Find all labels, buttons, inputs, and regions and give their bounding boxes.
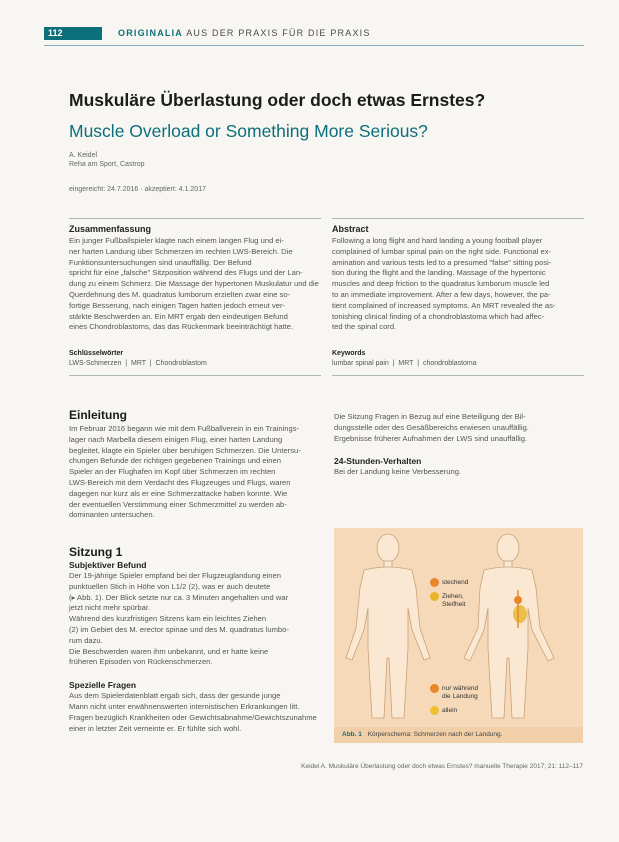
keyword: LWS-Schmerzen — [69, 360, 122, 367]
figure-caption — [334, 727, 583, 743]
keywords-list: lumbar spinal pain | MRT | chondroblastoma — [332, 360, 477, 367]
text-line: jetzt nicht mehr spürbar. — [69, 603, 151, 613]
body-front — [346, 534, 430, 718]
abstract-text — [332, 236, 584, 333]
legend-label: Ziehen, Steifheit — [442, 593, 466, 608]
text-line: Querdehnung des M. quadratus lumborum erzielten zwar eine so- — [69, 289, 291, 299]
text-line: dungsstelle oder des Gesäßbereichs erwiesen unauffällig. — [334, 422, 529, 432]
text-line: Aus dem Spielerdatenblatt ergab sich, dass der gesunde junge — [69, 691, 281, 701]
text-line: to an immediate improvement. After a few days, however, the pa- — [332, 289, 551, 299]
text-line: einer in letzter Zeit verneinte er. Er fühlte sich wohl. — [69, 723, 242, 733]
keywords-de — [69, 350, 321, 367]
page-number: 112 — [44, 27, 102, 40]
separator — [332, 218, 584, 219]
sitzung-text — [69, 571, 321, 668]
text-line: fortige Besserung, nach einigen Tagen hatten jedoch erneut ver- — [69, 300, 286, 310]
zusammenfassung-heading: Zusammenfassung — [69, 224, 152, 234]
keyword: MRT — [398, 360, 414, 367]
text-line: dung zu einem Schmerz. Die Massage der hypertonen Muskulatur und die — [69, 279, 319, 289]
text-line: Im Februar 2016 begann wie mit dem Fußballverein in ein Trainings- — [69, 424, 300, 433]
separator — [69, 218, 321, 219]
keywords-heading: Schlüsselwörter — [69, 350, 124, 357]
text-line: tonishing clinical finding of a chondroblastoma which had affec- — [332, 311, 545, 321]
keyword: MRT — [131, 360, 146, 367]
text-line: ner harten Landung über Schmerzen im rechten LWS-Bereich. Die — [69, 246, 293, 256]
right-intro — [334, 412, 584, 478]
text-line: Die Sitzung Fragen in Bezug auf eine Beteiligung der Bil- — [334, 412, 526, 421]
title-english: Muscle Overload or Something More Serious? — [69, 121, 428, 141]
keyword: lumbar spinal pain — [332, 360, 389, 367]
text-line: complained of lumbar spinal pain on the right side. Functional ex- — [332, 246, 552, 256]
text-line: Ein junger Fußballspieler klagte nach einem langen Flug und ei- — [69, 236, 284, 245]
text-line: dagegen nur kurz als er eine Schmerzattacke haben konnte. Wie — [69, 488, 288, 498]
text-line: amination and various tests led to a presumed "false" sitting posi- — [332, 257, 552, 267]
text-line: begleitet, klagte ein Spieler über beruhigen Schmerzen. Die Untersu- — [69, 445, 301, 455]
einleitung-heading: Einleitung — [69, 408, 127, 422]
text-line: Funktionsuntersuchungen sind unauffällig. Der Befund — [69, 257, 252, 267]
sitzung-heading: Sitzung 1 — [69, 545, 123, 559]
legend-dot — [430, 684, 439, 693]
text-line: tion during the flight and the landing. Massage of the hypertonic — [332, 268, 546, 278]
legend-dot — [430, 578, 439, 587]
legend-dot — [430, 592, 439, 601]
text-line: Following a long flight and hard landing a young football player — [332, 236, 543, 245]
text-24h: Bei der Landung keine Verbesserung. — [334, 467, 462, 477]
title-german: Muskuläre Überlastung oder doch etwas Ernstes? — [69, 90, 486, 110]
legend-label: nur während die Landung — [442, 685, 479, 700]
author: A. Keidel — [69, 152, 98, 159]
sitzung-section — [69, 545, 321, 734]
einleitung-text — [69, 424, 321, 521]
separator — [332, 375, 584, 376]
abstract-block — [332, 224, 584, 333]
spezielle-text — [69, 691, 321, 734]
figure-caption-text: Körperschema: Schmerzen nach der Landung. — [367, 731, 503, 738]
figure-caption-label: Abb. 1 — [342, 731, 362, 738]
text-line: (2) im Gebiet des M. erector spinae und des M. quadratus lumbo- — [69, 624, 289, 634]
text-line: chungen Befunde der richtigen gegebenen Trainings und einen — [69, 456, 281, 466]
footer-citation: Keidel A. Muskuläre Überlastung oder doch etwas Ernstes? manuelle Therapie 2017; 21: 112–117 — [301, 763, 583, 770]
text-line: der eventuellen Verstimmung einer Schmerzmittel zu werden ab- — [69, 499, 287, 509]
text-line: lager nach Marbella diesem einigen Flug, einer harten Landung — [69, 434, 283, 444]
text-line: früheren Episoden von Rückenschmerzen. — [69, 657, 213, 667]
text-line: rum dazu. — [69, 635, 103, 645]
keywords-heading: Keywords — [332, 350, 366, 357]
keywords-list: LWS-Schmerzen | MRT | Chondroblastom — [69, 360, 207, 367]
pain-area-marker — [513, 605, 527, 623]
running-category: ORIGINALIA — [118, 28, 183, 38]
einleitung-section — [69, 408, 321, 521]
spezielle-heading: Spezielle Fragen — [69, 680, 137, 691]
text-line: Der 19-jährige Spieler empfand bei der Flugzeuglandung einen — [69, 571, 281, 580]
legend-label: allein — [442, 707, 458, 714]
abstract-heading: Abstract — [332, 224, 369, 234]
text-line: dominanten untersuchen. — [69, 510, 155, 520]
text-line: eines Chondroblastoms, das das Rückenmark beeinträchtigt hatte. — [69, 322, 294, 332]
text-line: stärkte Beschwerden an. Ein MRT ergab den eindeutigen Befund — [69, 311, 288, 321]
text-line: Fragen bezüglich Krankheiten oder Gewichtsabnahme/Gewichtszunahme — [69, 712, 317, 722]
legend-dot — [430, 706, 439, 715]
text-line: LWS-Bereich mit dem Verdacht des Flugzeuges und Flugs, waren — [69, 477, 291, 487]
text-line: Die Beschwerden waren ihm unbekannt, und er hatte keine — [69, 646, 269, 656]
keywords-en — [332, 350, 584, 367]
zusammenfassung-text — [69, 236, 321, 333]
subjektiv-heading: Subjektiver Befund — [69, 560, 147, 570]
text-line: Mann nicht unter erwähnenswerten internistischen Erkrankungen litt. — [69, 701, 300, 711]
text-line: tient complained of increased symptoms. An MRT revealed the as- — [332, 300, 556, 310]
text-line: ted the spinal cord. — [332, 322, 397, 332]
text-line: spricht für eine „falsche" Sitzposition während des Flugs und der Lan- — [69, 268, 303, 278]
text-line: Ergebnisse früherer Aufnahmen der LWS sind unauffällig. — [334, 433, 528, 443]
text-line: Während des kurzfristigen Sitzens kam ein leichtes Ziehen — [69, 614, 267, 624]
legend-label: stechend — [442, 579, 469, 586]
zusammenfassung-block — [69, 224, 321, 333]
text-line: muscles and deep friction to the quadratus lumborum muscle led — [332, 279, 550, 289]
text-line: Spieler an der Flughafen im Kopf über Schmerzen im rechten — [69, 467, 276, 477]
right-intro-text — [334, 412, 584, 444]
running-section: AUS DER PRAXIS FÜR DIE PRAXIS — [186, 28, 371, 38]
text-line: punktuellen Stich in Höhe von L1/2 (2), was er auch deutete — [69, 581, 271, 591]
separator — [69, 375, 321, 376]
dates: eingereicht: 24.7.2016 · akzeptiert: 4.1.2017 — [69, 186, 206, 193]
running-header — [118, 27, 371, 40]
text-line: (▸ Abb. 1). Der Blick setzte nur ca. 3 Minuten angehalten und war — [69, 592, 289, 602]
affiliation: Reha am Sport, Castrop — [69, 161, 145, 168]
header-rule — [44, 45, 584, 46]
keyword: chondroblastoma — [422, 360, 477, 367]
keyword: Chondroblastom — [155, 360, 207, 367]
heading-24h: 24-Stunden-Verhalten — [334, 456, 422, 467]
figure-body-chart — [334, 528, 583, 743]
